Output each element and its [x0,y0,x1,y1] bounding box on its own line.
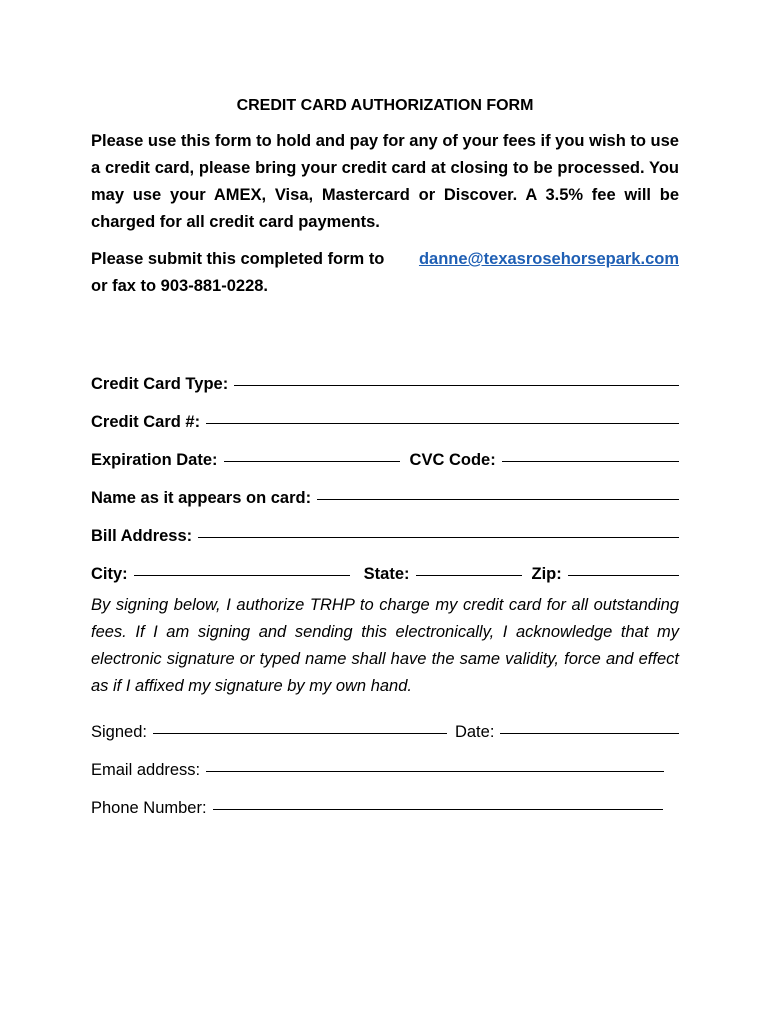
expiration-label: Expiration Date: [91,451,218,469]
date-field[interactable] [500,733,679,734]
expiration-field[interactable] [224,461,400,462]
date-label: Date: [454,723,495,741]
expiration-row [91,432,679,470]
cvc-field[interactable] [502,461,679,462]
bill-address-label: Bill Address: [91,527,193,545]
form-page [91,94,679,818]
name-on-card-field[interactable] [317,499,679,500]
card-type-row [91,356,679,394]
email-label: Email address: [91,761,201,779]
name-on-card-label: Name as it appears on card: [91,489,312,507]
phone-field[interactable] [213,809,663,810]
cvc-label: CVC Code: [409,451,496,469]
card-type-field[interactable] [234,385,679,386]
card-number-label: Credit Card #: [91,413,201,431]
city-state-zip-row [91,546,679,584]
authorization-statement: By signing below, I authorize TRHP to charge my credit card for all outstanding fees. If I am signing and sending this electronically, I acknowledge that my electronic signature or typed name shall have the same validity, force and effect as if I affixed my signature by my own hand. [91,596,679,695]
city-field[interactable] [134,575,350,576]
bill-address-row [91,508,679,546]
signature-field[interactable] [153,733,447,734]
card-type-label: Credit Card Type: [91,375,229,393]
name-on-card-row [91,470,679,508]
phone-row [91,780,679,818]
intro-paragraph: Please use this form to hold and pay for any of your fees if you wish to use a credit card, please bring your credit card at closing to be processed. You may use your AMEX, Visa, Mastercard or Discover. A 3.5% fee will be charged for all credit card payments. [91,132,679,231]
zip-field[interactable] [568,575,679,576]
signed-label: Signed: [91,723,147,741]
email-row [91,742,679,780]
zip-label: Zip: [531,565,562,583]
submit-prefix: Please submit this completed form to [91,250,385,268]
signature-fields [91,704,679,818]
card-number-row [91,394,679,432]
submit-fax-text: or fax to 903-881-0228. [91,277,269,295]
state-field[interactable] [416,575,522,576]
phone-label: Phone Number: [91,799,207,817]
card-number-field[interactable] [206,423,679,424]
signed-row [91,704,679,742]
email-field[interactable] [206,771,664,772]
bill-address-field[interactable] [198,537,679,538]
form-title: CREDIT CARD AUTHORIZATION FORM [236,97,534,114]
card-fields [91,356,679,584]
submit-email-link[interactable]: danne@texasrosehorsepark.com [418,250,679,268]
city-label: City: [91,565,128,583]
submit-instructions [91,246,679,300]
state-label: State: [363,565,410,583]
